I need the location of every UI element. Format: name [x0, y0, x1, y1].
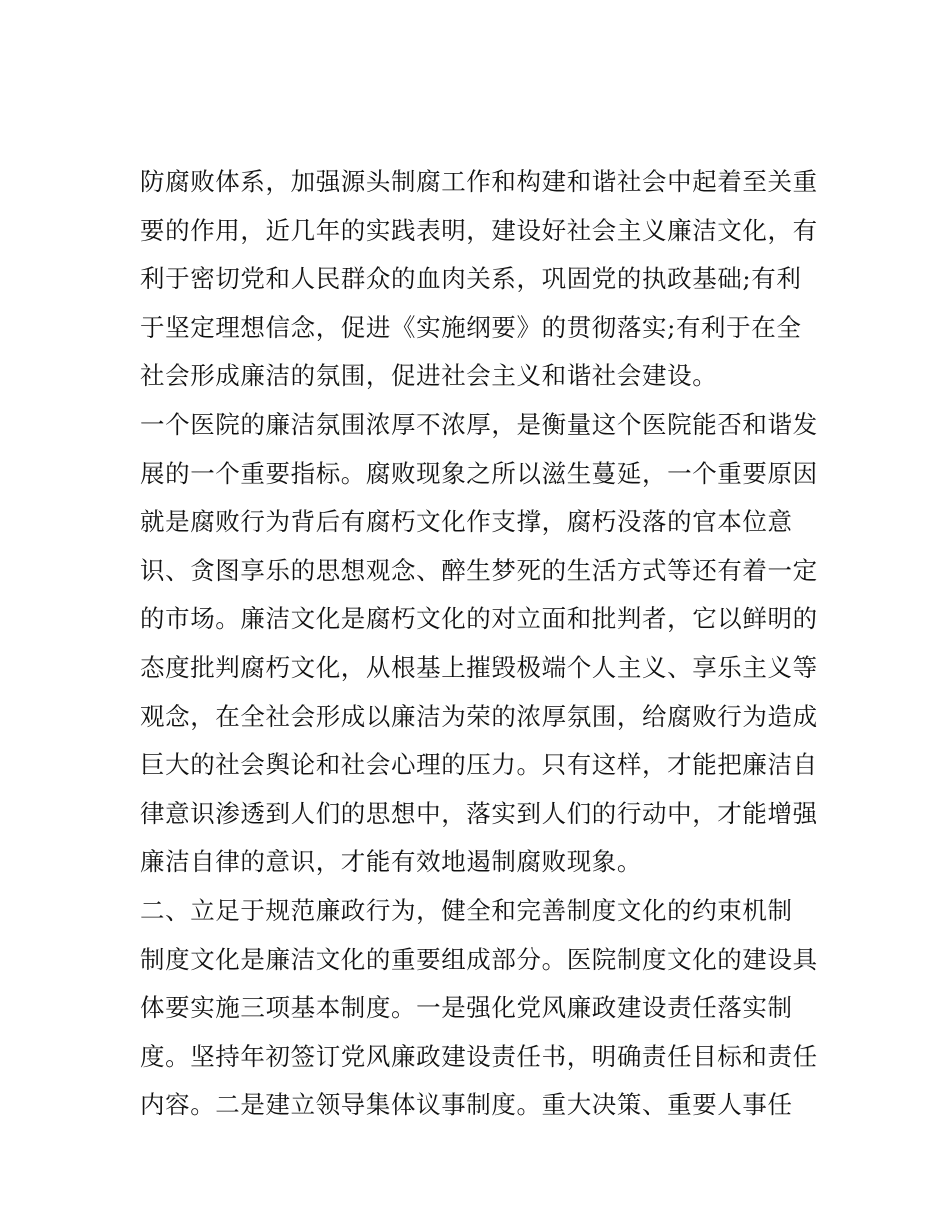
text-line: 要的作用，近几年的实践表明，建设好社会主义廉洁文化，有 — [140, 215, 818, 245]
text-line: 于坚定理想信念，促进《实施纲要》的贯彻落实;有利于在全 — [140, 312, 802, 342]
text-line: 廉洁自律的意识，才能有效地遏制腐败现象。 — [140, 847, 642, 877]
text-line: 一个医院的廉洁氛围浓厚不浓厚，是衡量这个医院能否和谐发 — [140, 409, 818, 439]
text-line: 识、贪图享乐的思想观念、醉生梦死的生活方式等还有着一定 — [140, 555, 818, 585]
text-line: 就是腐败行为背后有腐朽文化作支撑，腐朽没落的官本位意 — [140, 507, 793, 537]
text-line: 社会形成廉洁的氛围，促进社会主义和谐社会建设。 — [140, 361, 718, 391]
text-line: 展的一个重要指标。腐败现象之所以滋生蔓延，一个重要原因 — [140, 458, 818, 488]
section-heading: 二、立足于规范廉政行为，健全和完善制度文化的约束机制 — [140, 895, 793, 925]
text-line: 的市场。廉洁文化是腐朽文化的对立面和批判者，它以鲜明的 — [140, 604, 818, 634]
text-line: 律意识渗透到人们的思想中，落实到人们的行动中，才能增强 — [140, 798, 818, 828]
text-line: 观念，在全社会形成以廉洁为荣的浓厚氛围，给腐败行为造成 — [140, 701, 818, 731]
text-line: 体要实施三项基本制度。一是强化党风廉政建设责任落实制 — [140, 993, 793, 1023]
document-body — [140, 158, 830, 1130]
text-line: 利于密切党和人民群众的血肉关系，巩固党的执政基础;有利 — [140, 264, 802, 294]
text-line: 态度批判腐朽文化，从根基上摧毁极端个人主义、享乐主义等 — [140, 652, 818, 682]
text-line: 防腐败体系，加强源头制腐工作和构建和谐社会中起着至关重 — [140, 167, 818, 196]
text-line: 制度文化是廉洁文化的重要组成部分。医院制度文化的建设具 — [140, 944, 818, 974]
text-line: 度。坚持年初签订党风廉政建设责任书，明确责任目标和责任 — [140, 1041, 818, 1071]
text-line: 巨大的社会舆论和社会心理的压力。只有这样，才能把廉洁自 — [140, 750, 818, 780]
text-line: 内容。二是建立领导集体议事制度。重大决策、重要人事任 — [140, 1090, 793, 1120]
